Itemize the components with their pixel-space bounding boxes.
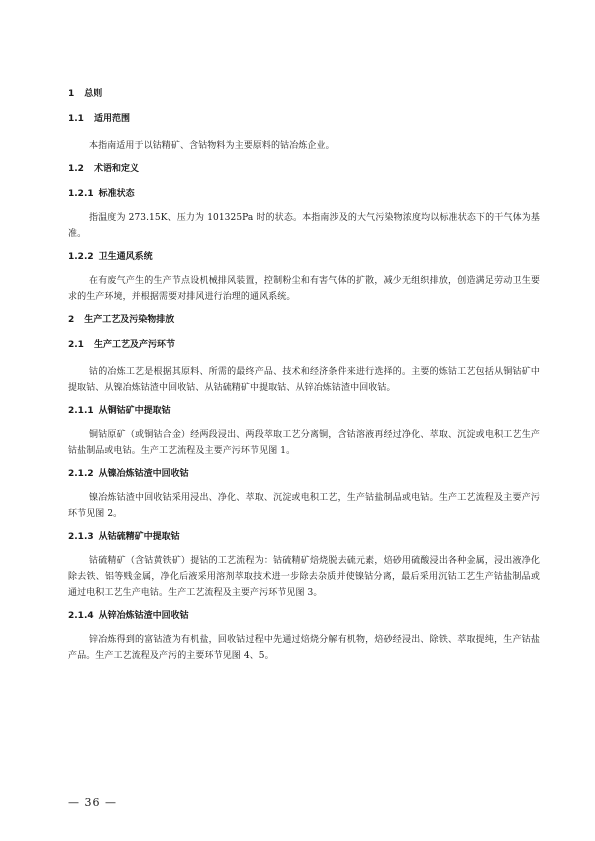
section-title: 生产工艺及产污环节 bbox=[93, 340, 175, 350]
section-heading-2-1 bbox=[68, 339, 540, 351]
section-heading-2-1-4 bbox=[68, 610, 540, 622]
section-number: 1 bbox=[68, 89, 75, 99]
paragraph-nickel-slag: 镍冶炼钴渣中回收钴采用浸出、净化、萃取、沉淀或电积工艺，生产钴盐制品或电钴。生产工艺流程及主要产污环节见图 2。 bbox=[68, 493, 540, 519]
section-heading-2 bbox=[68, 314, 540, 326]
document-body bbox=[68, 88, 540, 673]
paragraph-cobalt-sulfur: 钴硫精矿（含钴黄铁矿）提钴的工艺流程为：钴硫精矿焙烧脱去硫元素，焙砂用硫酸浸出各种金属，浸出液净化除去铁、铝等贱金属，净化后液采用溶剂萃取技术进一步除去杂质并使镍钴分离，最后采用沉钴工艺生产钴盐制品或通过电积工艺生产电钴。生产工艺流程及主要产污环节见图 3。 bbox=[68, 556, 540, 598]
section-number: 2.1.4 bbox=[68, 611, 94, 621]
paragraph-zinc-slag: 锌冶炼得到的富钴渣为有机盐，回收钴过程中先通过焙烧分解有机物，焙砂经浸出、除铁、萃取提纯，生产钴盐产品。生产工艺流程及产污的主要环节见图 4、5。 bbox=[68, 635, 540, 661]
section-title: 从钴硫精矿中提取钴 bbox=[98, 532, 180, 542]
paragraph-copper-cobalt: 铜钴原矿（或铜钴合金）经两段浸出、两段萃取工艺分离铜，含钴溶液再经过净化、萃取、沉淀或电积工艺生产钴盐制品或电钴。生产工艺流程及主要产污环节见图 1。 bbox=[68, 430, 540, 456]
section-heading-2-1-1 bbox=[68, 405, 540, 417]
section-number: 1.1 bbox=[68, 114, 84, 124]
section-heading-2-1-3 bbox=[68, 531, 540, 543]
section-heading-2-1-2 bbox=[68, 468, 540, 480]
section-title: 总则 bbox=[84, 89, 103, 99]
section-number: 1.2.1 bbox=[68, 189, 94, 199]
paragraph-process-overview: 钴的冶炼工艺是根据其原料、所需的最终产品、技术和经济条件来进行选择的。主要的炼钴工艺包括从铜钴矿中提取钴、从镍冶炼钴渣中回收钴、从钴硫精矿中提取钴、从锌冶炼钴渣中回收钴。 bbox=[68, 367, 540, 393]
section-number: 1.2.2 bbox=[68, 252, 94, 262]
paragraph-standard-state: 指温度为 273.15K、压力为 101325Pa 时的状态。本指南涉及的大气污染物浓度均以标准状态下的干气体为基准。 bbox=[68, 213, 540, 239]
paragraph-scope: 本指南适用于以钴精矿、含钴物料为主要原料的钴冶炼企业。 bbox=[89, 141, 335, 151]
section-number: 2 bbox=[68, 315, 75, 325]
section-heading-1-2-2 bbox=[68, 251, 540, 263]
section-heading-1 bbox=[68, 88, 540, 100]
section-title: 标准状态 bbox=[98, 189, 135, 199]
paragraph-ventilation: 在有废气产生的生产节点设机械排风装置，控制粉尘和有害气体的扩散，减少无组织排放，创造满足劳动卫生要求的生产环境，并根据需要对排风进行治理的通风系统。 bbox=[68, 276, 540, 302]
section-heading-1-2 bbox=[68, 163, 540, 175]
section-heading-1-1 bbox=[68, 113, 540, 125]
section-number: 2.1.1 bbox=[68, 406, 94, 416]
section-heading-1-2-1 bbox=[68, 188, 540, 200]
section-number: 2.1.2 bbox=[68, 469, 94, 479]
section-number: 1.2 bbox=[68, 164, 84, 174]
section-title: 卫生通风系统 bbox=[98, 252, 153, 262]
section-title: 适用范围 bbox=[93, 114, 130, 124]
section-title: 从锌冶炼钴渣中回收钴 bbox=[98, 611, 189, 621]
section-number: 2.1 bbox=[68, 340, 84, 350]
page-number: — 36 — bbox=[68, 796, 117, 809]
section-title: 从镍冶炼钴渣中回收钴 bbox=[98, 469, 189, 479]
section-number: 2.1.3 bbox=[68, 532, 94, 542]
section-title: 从铜钴矿中提取钴 bbox=[98, 406, 171, 416]
section-title: 生产工艺及污染物排放 bbox=[84, 315, 175, 325]
section-title: 术语和定义 bbox=[93, 164, 139, 174]
